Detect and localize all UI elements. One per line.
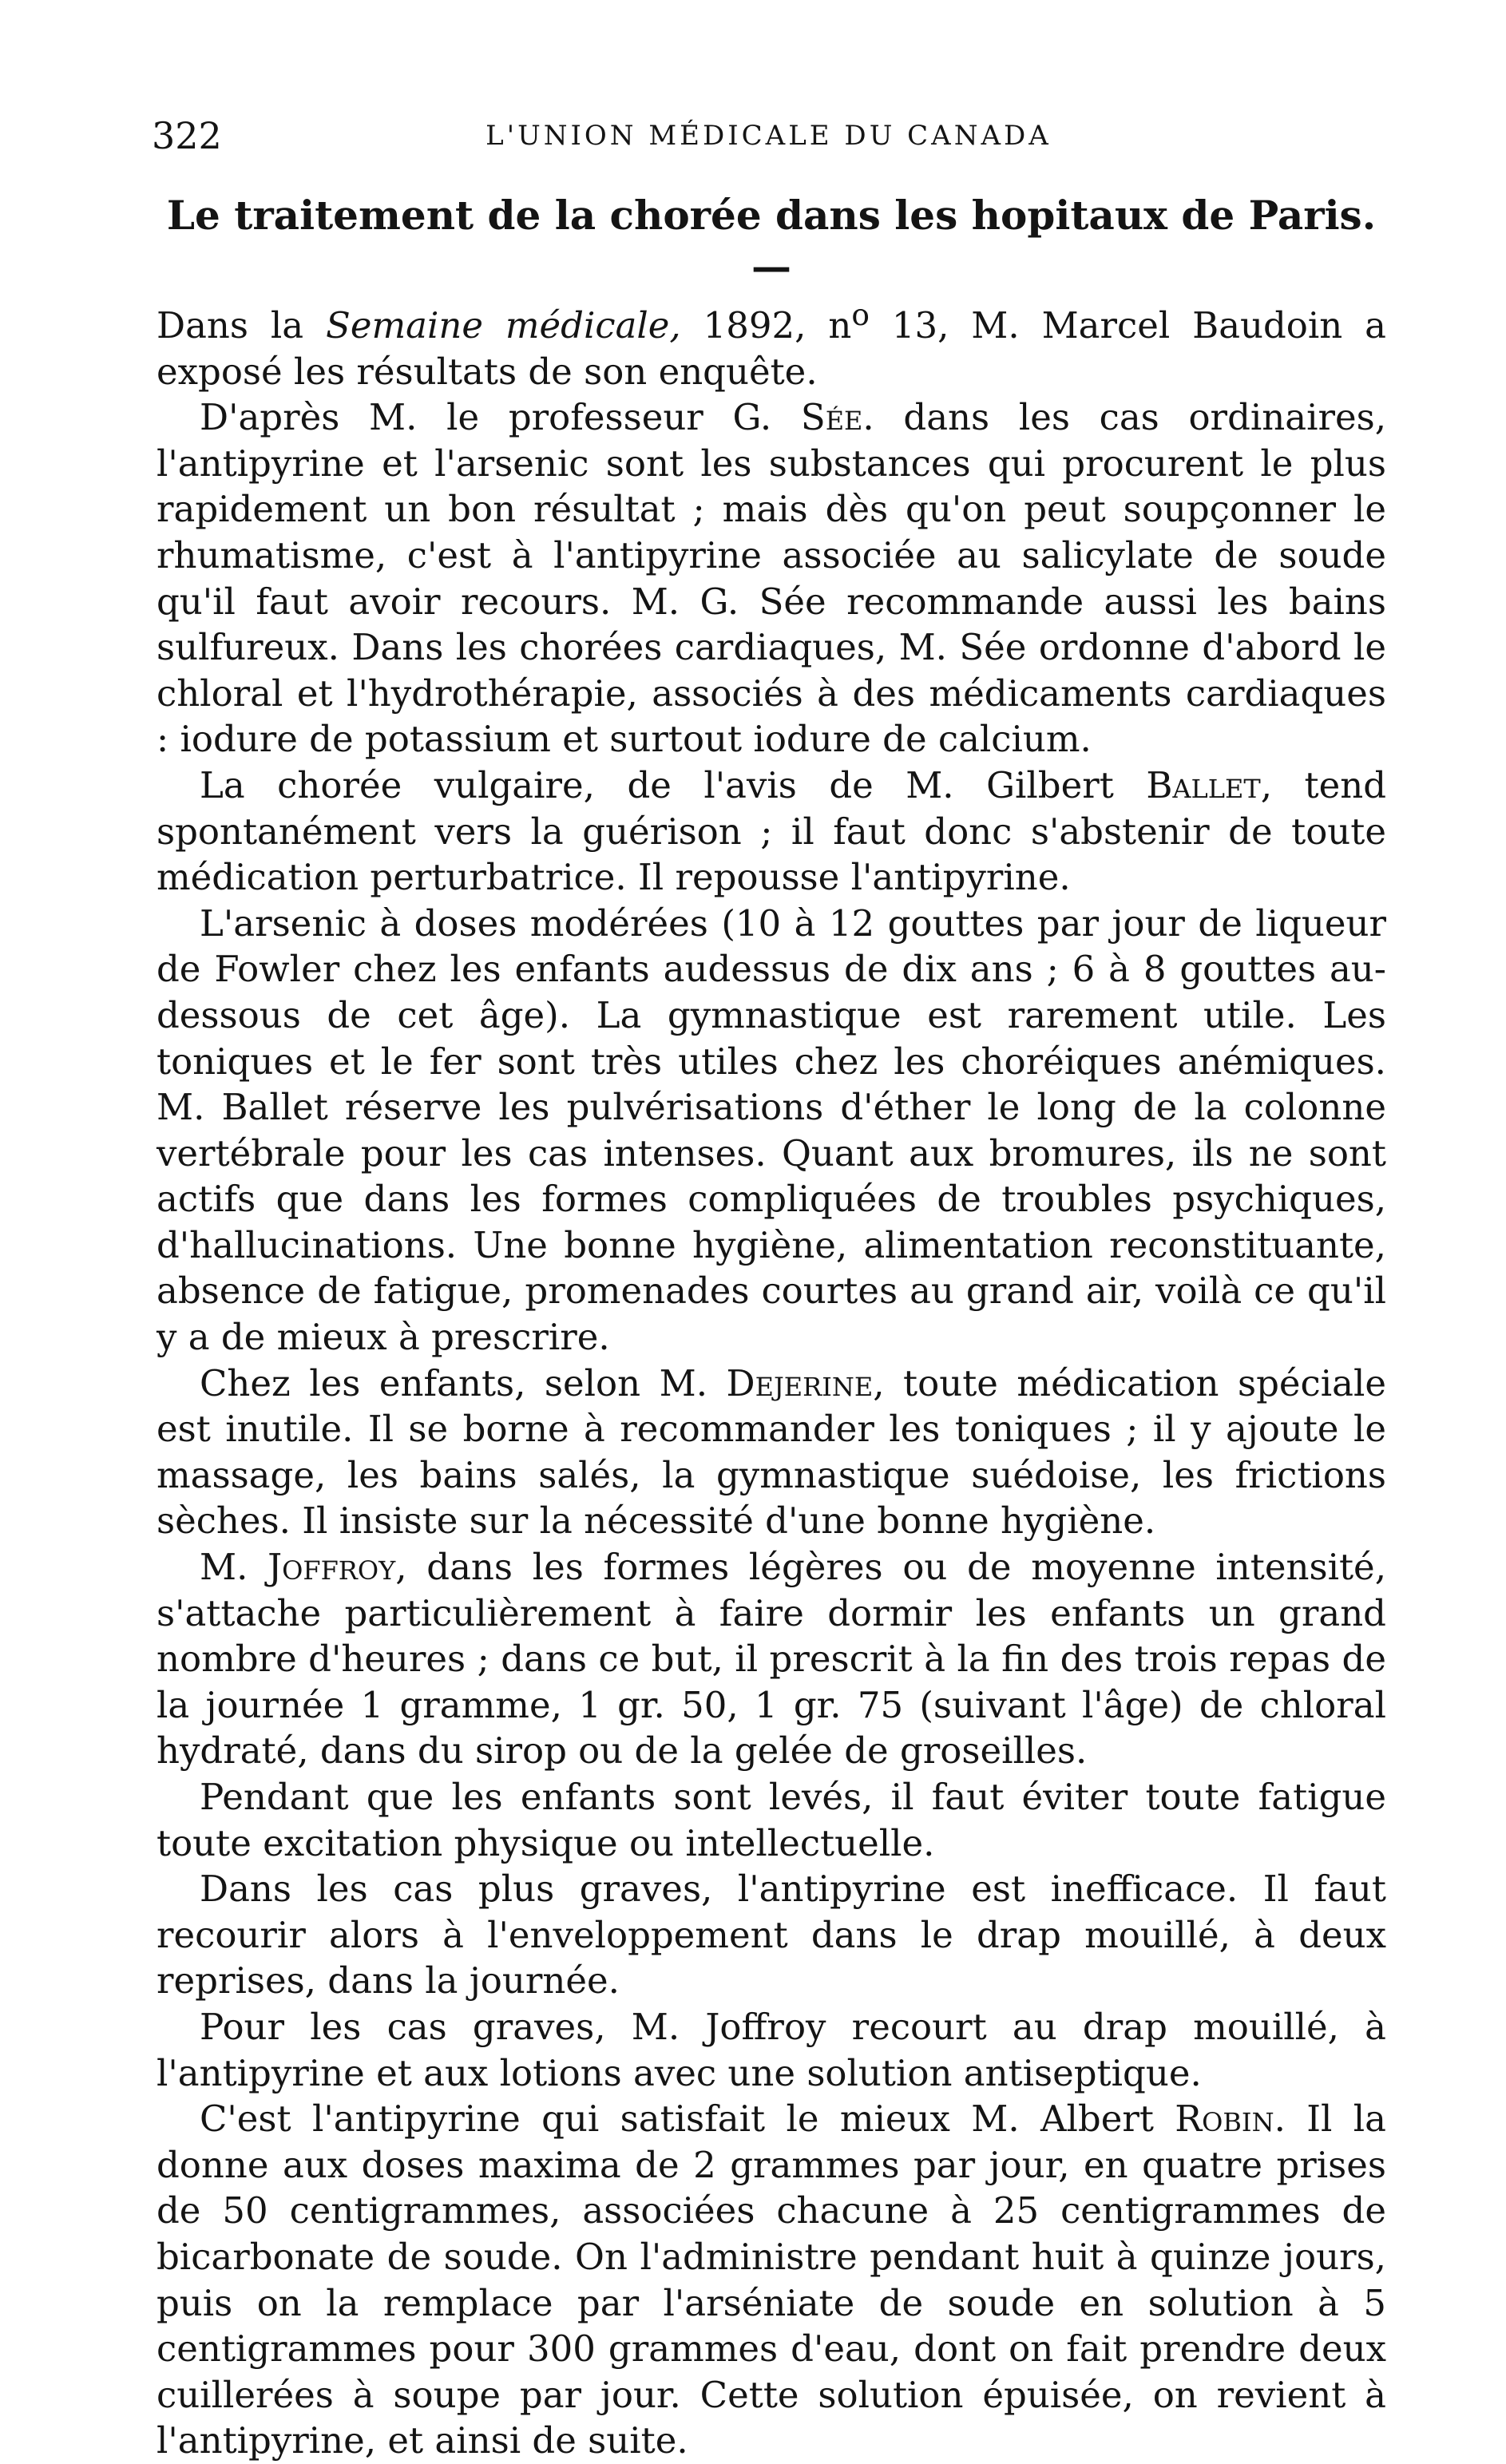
- article-paragraph-8: Dans les cas plus graves, l'antipyrine est inefficace. Il faut recourir alors à l'enveloppement dans le drap mouillé, à deux reprises, dans la journée.: [157, 1868, 1386, 2002]
- text-run: C'est l'antipyrine qui satisfait le mieux M. Albert: [200, 2098, 1175, 2141]
- text-run: . dans les cas ordinaires, l'antipyrine et l'arsenic sont les substances qui procurent le plus rapidement un bon résultat ; mais dès qu'on peut soupçonner le rhumatisme, c'est à l'antipyrine associée au salicylate de soude qu'il faut avoir recours. M. G. Sée recommande aussi les bains sulfureux. Dans les chorées cardiaques, M. Sée ordonne d'abord le chloral et l'hydrothérapie, associés à des médicaments cardiaques : iodure de potassium et surtout iodure de calcium.: [157, 396, 1387, 761]
- journal-name-italic: Semaine médicale,: [326, 304, 681, 347]
- text-run: , toute médication spéciale est inutile. Il se borne à recommander les toniques ; il y ajoute le massage, les bains salés, la gymnastique suédoise, les frictions sèches. Il insiste sur la nécessité d'une bonne hygiène.: [157, 1361, 1386, 1543]
- text-run: 13, M. Marcel Baudoin a exposé les résultats de son enquête.: [157, 304, 1387, 393]
- text-run: , dans les formes légères ou de moyenne intensité, s'attache particulièrement à faire dormir les enfants un grand nombre d'heures ; dans ce but, il prescrit à la fin des trois repas de la journée 1 gramme, 1 gr. 50, 1 gr. 75 (suivant l'âge) de chloral hydraté, dans du sirop ou de la gelée de groseilles.: [157, 1546, 1386, 1773]
- article-paragraph-2: [157, 394, 1386, 763]
- article-paragraph-1: [157, 190, 1386, 394]
- text-run: Dans la: [157, 304, 327, 347]
- text-run: M.: [200, 1546, 268, 1589]
- running-head: [152, 112, 1385, 160]
- article-paragraph-10: [157, 2096, 1386, 2464]
- article-paragraph-4: L'arsenic à doses modérées (10 à 12 gouttes par jour de liqueur de Fowler chez les enfants audessus de dix ans ; 6 à 8 gouttes au-dessous de cet âge). La gymnastique est rarement utile. Les toniques et le fer sont très utiles chez les choréiques anémiques. M. Ballet réserve les pulvérisations d'éther le long de la colonne vertébrale pour les cas intenses. Quant aux bromures, ils ne sont actifs que dans les formes compliquées de troubles psychiques, d'hallucinations. Une bonne hygiène, alimentation reconstituante, absence de fatigue, promenades courtes au grand air, voilà ce qu'il y a de mieux à prescrire.: [157, 901, 1386, 1359]
- article-paragraph-9: Pour les cas graves, M. Joffroy recourt au drap mouillé, à l'antipyrine et aux lotions avec une solution antiseptique.: [157, 2005, 1386, 2094]
- page-number: 322: [152, 114, 222, 157]
- text-run: , tend spontanément vers la guérison ; il faut donc s'abstenir de toute médication perturbatrice. Il repousse l'antipyrine.: [157, 763, 1386, 899]
- text-run: D'après M. le professeur G.: [200, 396, 801, 439]
- text-run: La chorée vulgaire, de l'avis de M. Gilbert: [200, 763, 1147, 806]
- article-title: Le traitement de la chorée dans les hopitaux de Paris.—: [166, 192, 1377, 290]
- journal-title: L'UNION MÉDICALE DU CANADA: [485, 120, 1052, 152]
- author-name: Joffroy: [268, 1546, 396, 1589]
- article-paragraph-6: [157, 1544, 1386, 1774]
- author-name: Ballet: [1146, 763, 1261, 806]
- text-run: Chez les enfants, selon M.: [200, 1361, 727, 1404]
- article-body: [157, 190, 1386, 2464]
- article-paragraph-7: Pendant que les enfants sont levés, il faut éviter toute fatigue toute excitation physique ou intellectuelle.: [157, 1776, 1386, 1864]
- text-run: . Il la donne aux doses maxima de 2 grammes par jour, en quatre prises de 50 centigrammes, associées chacune à 25 centigrammes de bicarbonate de soude. On l'administre pendant huit à quinze jours, puis on la remplace par l'arséniate de soude en solution à 5 centigrammes pour 300 grammes d'eau, dont on fait prendre deux cuillerées à soupe par jour. Cette solution épuisée, on revient à l'antipyrine, et ainsi de suite.: [157, 2098, 1386, 2462]
- author-name: Sée: [800, 396, 863, 439]
- text-run: 1892, n: [680, 304, 852, 347]
- article-paragraph-5: [157, 1361, 1386, 1544]
- author-name: Dejerine: [726, 1361, 874, 1404]
- superscript: o: [851, 297, 870, 332]
- author-name: Robin: [1175, 2098, 1274, 2141]
- article-paragraph-3: [157, 763, 1386, 901]
